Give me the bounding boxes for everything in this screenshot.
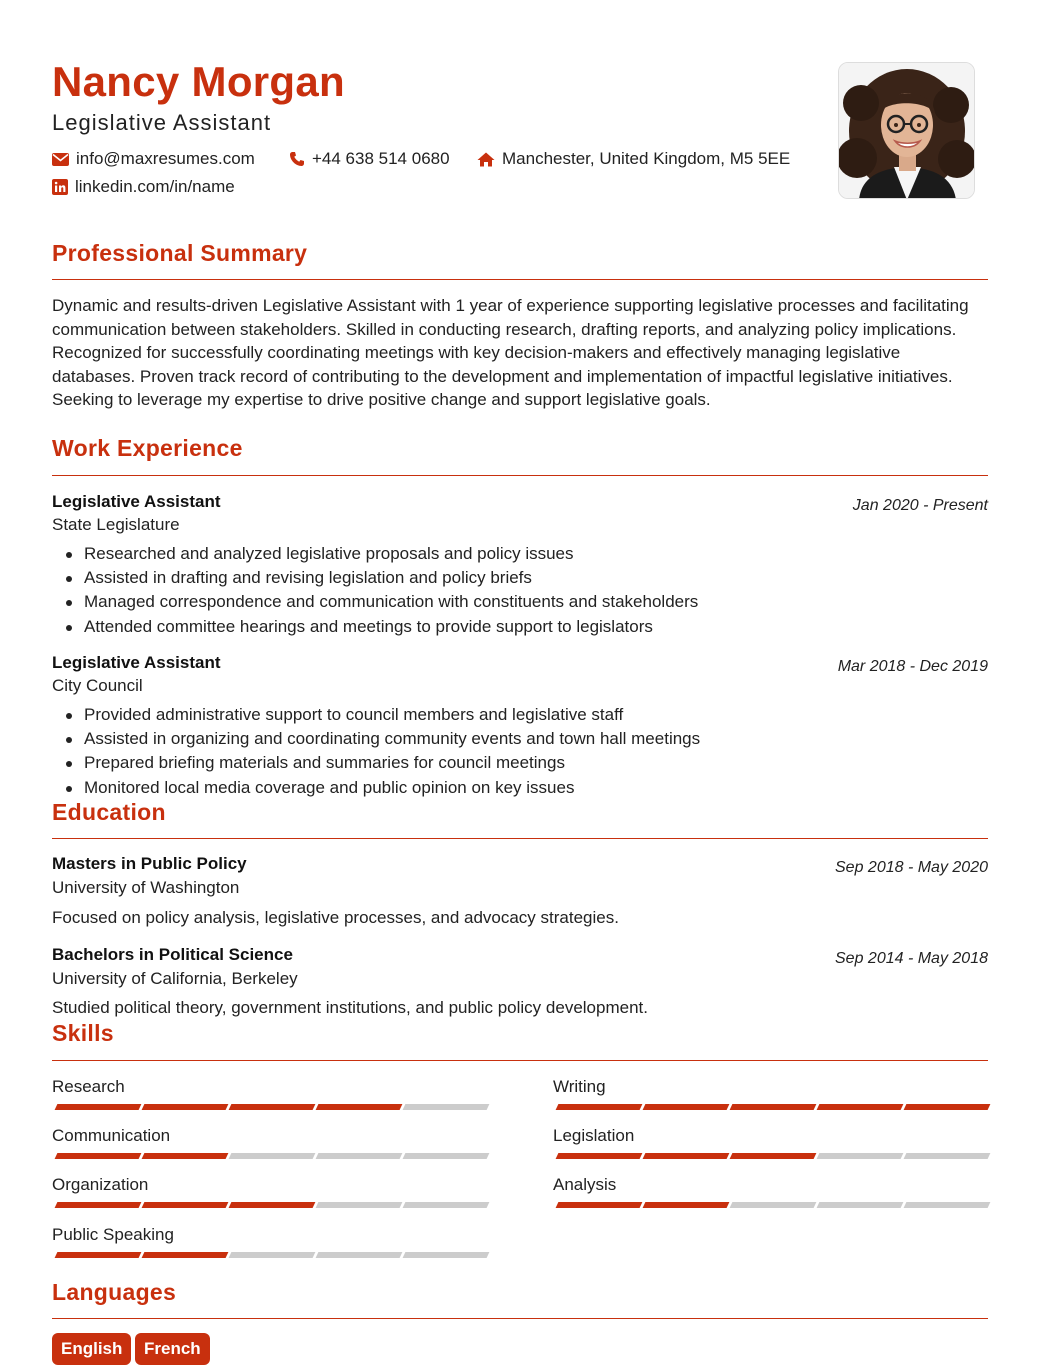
degree-dates: Sep 2018 - May 2020 [835, 859, 988, 876]
job-organization: State Legislature [52, 515, 180, 534]
location-text: Manchester, United Kingdom, M5 5EE [502, 149, 791, 168]
skill-segment-empty [904, 1153, 991, 1159]
skill-segment-empty [229, 1153, 316, 1159]
languages-heading: Languages [52, 1279, 177, 1305]
degree-title: Bachelors in Political Science [52, 945, 293, 964]
degree-dates: Sep 2014 - May 2018 [835, 950, 988, 967]
summary-divider [52, 279, 988, 280]
language-tag: French [135, 1333, 210, 1365]
skill-segment-filled [142, 1104, 229, 1110]
contact-phone[interactable] [289, 149, 450, 169]
skill-name: Research [52, 1077, 125, 1096]
job-bullet: Provided administrative support to council members and legislative staff [62, 703, 700, 727]
language-tag: English [52, 1333, 131, 1365]
phone-text: +44 638 514 0680 [312, 149, 450, 168]
linkedin-text: linkedin.com/in/name [75, 177, 235, 196]
candidate-name: Nancy Morgan [52, 58, 345, 105]
education-heading: Education [52, 799, 166, 825]
skill-name: Organization [52, 1175, 149, 1194]
languages-divider [52, 1318, 988, 1319]
job-title: Legislative Assistant [52, 653, 221, 672]
skill-name: Analysis [553, 1175, 617, 1194]
job-bullet: Monitored local media coverage and public opinion on key issues [62, 776, 700, 800]
skill-segment-empty [403, 1104, 490, 1110]
skill-segment-filled [55, 1104, 142, 1110]
experience-divider [52, 475, 988, 476]
skill-segment-empty [316, 1153, 403, 1159]
skill-segment-empty [229, 1252, 316, 1258]
skill-segment-empty [403, 1202, 490, 1208]
skill-level-bar [557, 1153, 992, 1159]
education-divider [52, 838, 988, 839]
job-title: Legislative Assistant [52, 492, 221, 511]
summary-text: Dynamic and results-driven Legislative Assistant with 1 year of experience supporting legislative processes and facilitating communication between stakeholders. Skilled in conducting research, drafting reports, and analyzing policy implications. Recognized for successfully coordinating meetings with key decision-makers and effectively managing legislative databases. Proven track record of contributing to the development and implementation of impactful legislative initiatives. Seeking to leverage my expertise to drive positive change and support legislative goals. [52, 296, 969, 410]
envelope-icon [52, 153, 69, 166]
skill-segment-filled [142, 1153, 229, 1159]
job-bullets [62, 542, 698, 639]
skill-segment-empty [403, 1153, 490, 1159]
skill-segment-filled [316, 1104, 403, 1110]
phone-icon [289, 151, 305, 167]
skill-level-bar [56, 1153, 491, 1159]
job-bullet: Researched and analyzed legislative proposals and policy issues [62, 542, 698, 566]
degree-description: Studied political theory, government institutions, and public policy development. [52, 998, 648, 1017]
home-icon [477, 152, 495, 167]
job-bullet: Prepared briefing materials and summaries for council meetings [62, 751, 700, 775]
skill-segment-filled [142, 1202, 229, 1208]
skill-level-bar [56, 1252, 491, 1258]
job-organization: City Council [52, 676, 143, 695]
contact-location [477, 149, 790, 169]
skill-segment-filled [643, 1202, 730, 1208]
job-bullets [62, 703, 700, 800]
summary-heading: Professional Summary [52, 240, 308, 266]
skill-segment-filled [229, 1202, 316, 1208]
skill-segment-filled [556, 1104, 643, 1110]
contact-linkedin[interactable] [52, 177, 235, 197]
skills-divider [52, 1060, 988, 1061]
skill-segment-filled [55, 1252, 142, 1258]
experience-heading: Work Experience [52, 435, 243, 461]
job-dates: Mar 2018 - Dec 2019 [837, 658, 988, 675]
job-bullet: Managed correspondence and communication with constituents and stakeholders [62, 590, 698, 614]
degree-description: Focused on policy analysis, legislative processes, and advocacy strategies. [52, 908, 619, 927]
job-bullet: Assisted in drafting and revising legislation and policy briefs [62, 566, 698, 590]
skill-segment-empty [904, 1202, 991, 1208]
skill-name: Communication [52, 1126, 171, 1145]
school-name: University of Washington [52, 878, 240, 897]
skill-name: Writing [553, 1077, 606, 1096]
skill-segment-filled [730, 1153, 817, 1159]
skill-segment-filled [556, 1202, 643, 1208]
skills-heading: Skills [52, 1020, 114, 1046]
contact-email[interactable] [52, 149, 255, 169]
skill-segment-empty [730, 1202, 817, 1208]
skill-segment-empty [817, 1202, 904, 1208]
skill-segment-empty [316, 1202, 403, 1208]
skill-segment-filled [817, 1104, 904, 1110]
skill-segment-filled [904, 1104, 991, 1110]
school-name: University of California, Berkeley [52, 969, 298, 988]
skill-segment-filled [730, 1104, 817, 1110]
linkedin-icon [52, 179, 68, 195]
profile-photo [838, 62, 975, 199]
skill-level-bar [56, 1202, 491, 1208]
job-dates: Jan 2020 - Present [852, 497, 988, 514]
skill-segment-empty [316, 1252, 403, 1258]
skill-level-bar [56, 1104, 491, 1110]
skill-segment-filled [229, 1104, 316, 1110]
skill-segment-filled [643, 1153, 730, 1159]
skill-segment-filled [643, 1104, 730, 1110]
skill-segment-filled [55, 1153, 142, 1159]
skill-name: Legislation [553, 1126, 635, 1145]
job-bullet: Assisted in organizing and coordinating community events and town hall meetings [62, 727, 700, 751]
skill-segment-empty [817, 1153, 904, 1159]
skill-segment-filled [142, 1252, 229, 1258]
email-text: info@maxresumes.com [76, 149, 255, 168]
skill-segment-filled [556, 1153, 643, 1159]
skill-segment-filled [55, 1202, 142, 1208]
skill-level-bar [557, 1202, 992, 1208]
skill-name: Public Speaking [52, 1225, 174, 1244]
candidate-role: Legislative Assistant [52, 110, 272, 135]
job-bullet: Attended committee hearings and meetings to provide support to legislators [62, 615, 698, 639]
skill-level-bar [557, 1104, 992, 1110]
skill-segment-empty [403, 1252, 490, 1258]
degree-title: Masters in Public Policy [52, 854, 247, 873]
